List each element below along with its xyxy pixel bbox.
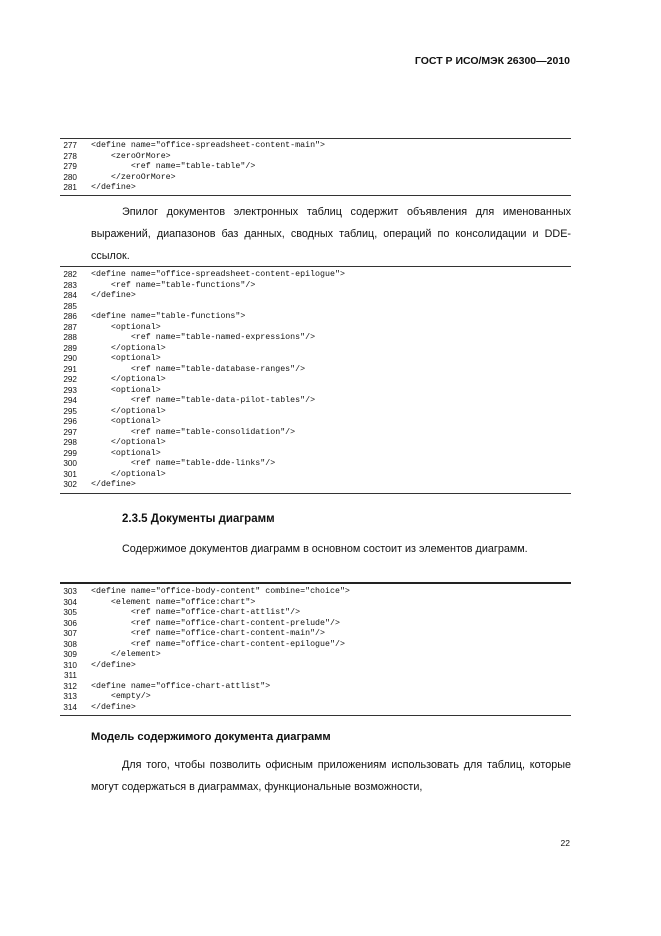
code-text: </define> [91,291,136,300]
code-line [60,459,571,470]
paragraph-1-text: Эпилог документов электронных таблиц содержит объявления для именованных выражений, диапазонов баз данных, сводных таблиц, операций по консолидации и DDE-ссылок. [91,206,571,262]
code-text: <ref name="table-dde-links"/> [91,459,276,468]
code-line [60,312,571,323]
code-text: </optional> [91,438,166,447]
line-number: 308 [63,639,77,649]
subheading: Модель содержимого документа диаграмм [91,731,331,743]
code-line [60,270,571,281]
line-number: 289 [63,343,77,353]
document-header: ГОСТ Р ИСО/МЭК 26300—2010 [414,55,570,67]
code-text: </define> [91,183,136,192]
line-number: 279 [63,162,77,171]
code-line [60,396,571,407]
code-line [60,650,571,661]
line-number: 312 [63,681,77,691]
code-text: <ref name="table-consolidation"/> [91,427,296,437]
code-text: </element> [91,650,161,659]
code-text: <ref name="table-table"/> [91,162,256,171]
line-number: 314 [63,702,77,712]
code-text: <optional> [91,354,161,363]
code-line [60,438,571,449]
code-line [60,619,571,630]
code-line [60,291,571,302]
code-text: </zeroOrMore> [91,172,176,182]
code-text: <element name="office:chart"> [91,597,256,607]
line-number: 293 [63,385,77,395]
code-line [60,183,571,194]
code-line [60,386,571,397]
paragraph-2-text: Содержимое документов диаграмм в основном состоит из элементов диаграмм. [122,543,528,555]
line-number: 285 [63,301,77,311]
line-number: 310 [63,660,77,670]
code-text: <optional> [91,322,161,332]
code-block-1 [60,138,571,196]
code-line [60,661,571,672]
line-number: 299 [63,448,77,458]
line-number: 298 [63,438,77,447]
section-heading: 2.3.5 Документы диаграмм [122,513,275,525]
code-text: <zeroOrMore> [91,151,171,161]
line-number: 292 [63,375,77,384]
code-text: </define> [91,660,136,670]
line-number: 286 [63,312,77,321]
code-text: <ref name="table-named-expressions"/> [91,333,316,342]
code-line [60,375,571,386]
code-line [60,449,571,460]
code-block-2 [60,266,571,494]
code-line [60,470,571,481]
line-number: 294 [63,396,77,405]
line-number: 278 [63,151,77,161]
code-line [60,703,571,714]
line-number: 305 [63,608,77,617]
code-line [60,344,571,355]
line-number: 304 [63,597,77,607]
code-line [60,671,571,682]
code-text: <ref name="table-database-ranges"/> [91,364,306,374]
line-number: 283 [63,280,77,290]
code-line [60,323,571,334]
line-number: 307 [63,629,77,638]
line-number: 301 [63,469,77,479]
line-number: 302 [63,480,77,489]
line-number: 288 [63,333,77,342]
code-line [60,692,571,703]
line-number: 303 [63,587,77,596]
code-text: <define name="office-chart-attlist"> [91,681,271,691]
line-number: 313 [63,692,77,701]
line-number: 295 [63,406,77,416]
line-number: 287 [63,322,77,332]
code-line [60,173,571,184]
code-line [60,354,571,365]
paragraph-1 [91,201,571,267]
line-number: 291 [63,364,77,374]
code-line [60,428,571,439]
code-line [60,587,571,598]
code-line [60,682,571,693]
code-text: <define name="office-spreadsheet-content-epilogue"> [91,270,345,279]
code-line [60,640,571,651]
line-number: 282 [63,270,77,279]
code-text: <define name="office-spreadsheet-content-main"> [91,141,326,150]
code-line [60,162,571,173]
code-text: <ref name="office-chart-content-main"/> [91,629,326,638]
code-text: <define name="office-body-content" combine="choice"> [91,587,350,596]
code-text: <ref name="table-functions"/> [91,280,256,290]
code-block-3 [60,582,571,716]
code-text: </optional> [91,469,166,479]
code-line [60,407,571,418]
code-text: </define> [91,480,136,489]
paragraph-3-text: Для того, чтобы позволить офисным приложениям использовать для таблиц, которые могут содержаться в диаграммах, функциональные возможности, [91,759,571,793]
code-line [60,281,571,292]
code-line [60,417,571,428]
code-line [60,141,571,152]
code-text: <empty/> [91,692,151,701]
code-line [60,365,571,376]
code-text: <optional> [91,448,161,458]
code-text: <define name="table-functions"> [91,312,246,321]
line-number: 297 [63,427,77,437]
code-line [60,333,571,344]
code-text: </define> [91,702,136,712]
line-number: 311 [63,671,77,680]
code-text: <optional> [91,417,161,426]
page-number: 22 [560,838,570,848]
line-number: 277 [63,141,77,150]
code-line [60,598,571,609]
paragraph-2 [91,538,571,560]
line-number: 306 [63,618,77,628]
code-line [60,152,571,163]
code-text: <ref name="office-chart-content-epilogue"/> [91,639,345,649]
code-line [60,302,571,313]
line-number: 284 [63,291,77,300]
code-text: </optional> [91,375,166,384]
code-text: <optional> [91,385,161,395]
line-number: 309 [63,650,77,659]
code-line [60,608,571,619]
code-text: <ref name="table-data-pilot-tables"/> [91,396,316,405]
code-line [60,629,571,640]
code-text: </optional> [91,406,166,416]
line-number: 290 [63,354,77,363]
line-number: 300 [63,459,77,468]
paragraph-3 [91,754,571,798]
code-line [60,480,571,491]
line-number: 280 [63,172,77,182]
line-number: 281 [63,183,77,192]
code-text: <ref name="office-chart-content-prelude"/> [91,618,340,628]
code-text: <ref name="office-chart-attlist"/> [91,608,301,617]
code-text: </optional> [91,343,166,353]
line-number: 296 [63,417,77,426]
